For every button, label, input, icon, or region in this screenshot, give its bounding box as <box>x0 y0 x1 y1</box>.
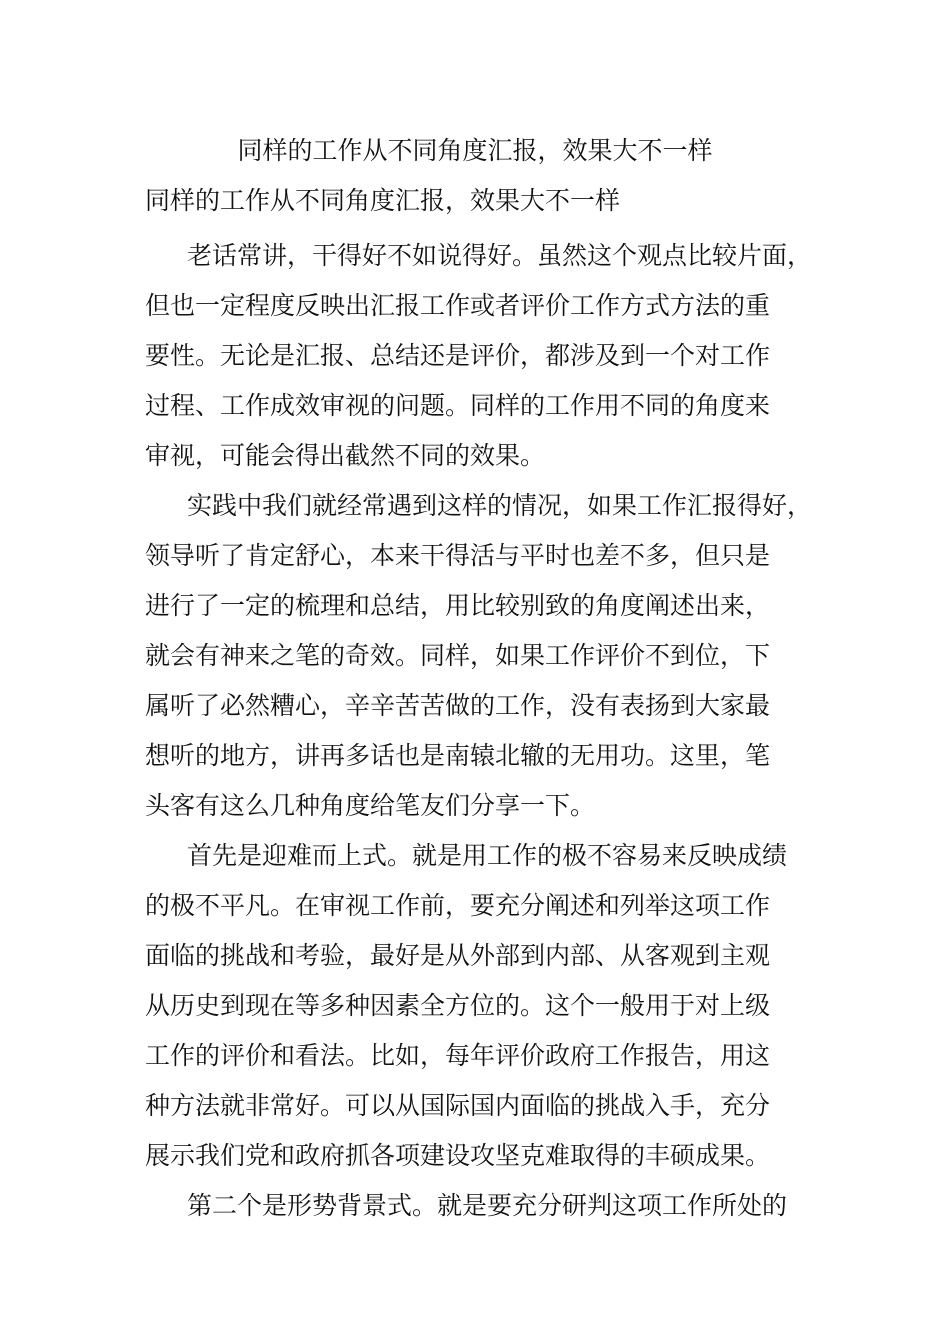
text-line: 种方法就非常好。可以从国际国内面临的挑战入手，充分 <box>145 1091 771 1120</box>
text-line: 属听了必然糟心，辛辛苦苦做的工作，没有表扬到大家最 <box>145 691 771 720</box>
document-title: 同样的工作从不同角度汇报，效果大不一样 <box>237 136 713 165</box>
text-line: 进行了一定的梳理和总结，用比较别致的角度阐述出来， <box>145 591 771 620</box>
text-line: 的极不平凡。在审视工作前，要充分阐述和列举这项工作 <box>145 891 771 920</box>
text-line: 要性。无论是汇报、总结还是评价，都涉及到一个对工作 <box>145 341 771 370</box>
text-line: 老话常讲，干得好不如说得好。虽然这个观点比较片面， <box>187 241 813 270</box>
paragraph-2 <box>145 481 825 831</box>
document-body <box>145 231 825 1231</box>
text-line: 工作的评价和看法。比如，每年评价政府工作报告，用这 <box>145 1041 771 1070</box>
text-line: 但也一定程度反映出汇报工作或者评价工作方式方法的重 <box>145 291 771 320</box>
text-line: 面临的挑战和考验，最好是从外部到内部、从客观到主观 <box>145 941 771 970</box>
paragraph-1 <box>145 231 825 481</box>
text-line: 想听的地方，讲再多话也是南辕北辙的无用功。这里，笔 <box>145 741 771 770</box>
text-line: 就会有神来之笔的奇效。同样，如果工作评价不到位，下 <box>145 641 771 670</box>
text-line: 第二个是形势背景式。就是要充分研判这项工作所处的 <box>187 1191 788 1220</box>
document-subtitle: 同样的工作从不同角度汇报，效果大不一样 <box>145 186 621 215</box>
text-line: 从历史到现在等多种因素全方位的。这个一般用于对上级 <box>145 991 771 1020</box>
paragraph-4 <box>145 1181 825 1231</box>
text-line: 头客有这么几种角度给笔友们分享一下。 <box>145 791 596 820</box>
text-line: 领导听了肯定舒心，本来干得活与平时也差不多，但只是 <box>145 541 771 570</box>
paragraph-3 <box>145 831 825 1181</box>
text-line: 审视，可能会得出截然不同的效果。 <box>145 441 546 470</box>
text-line: 首先是迎难而上式。就是用工作的极不容易来反映成绩 <box>187 841 788 870</box>
text-line: 展示我们党和政府抓各项建设攻坚克难取得的丰硕成果。 <box>145 1141 771 1170</box>
text-line: 实践中我们就经常遇到这样的情况，如果工作汇报得好， <box>187 491 813 520</box>
text-line: 过程、工作成效审视的问题。同样的工作用不同的角度来 <box>145 391 771 420</box>
